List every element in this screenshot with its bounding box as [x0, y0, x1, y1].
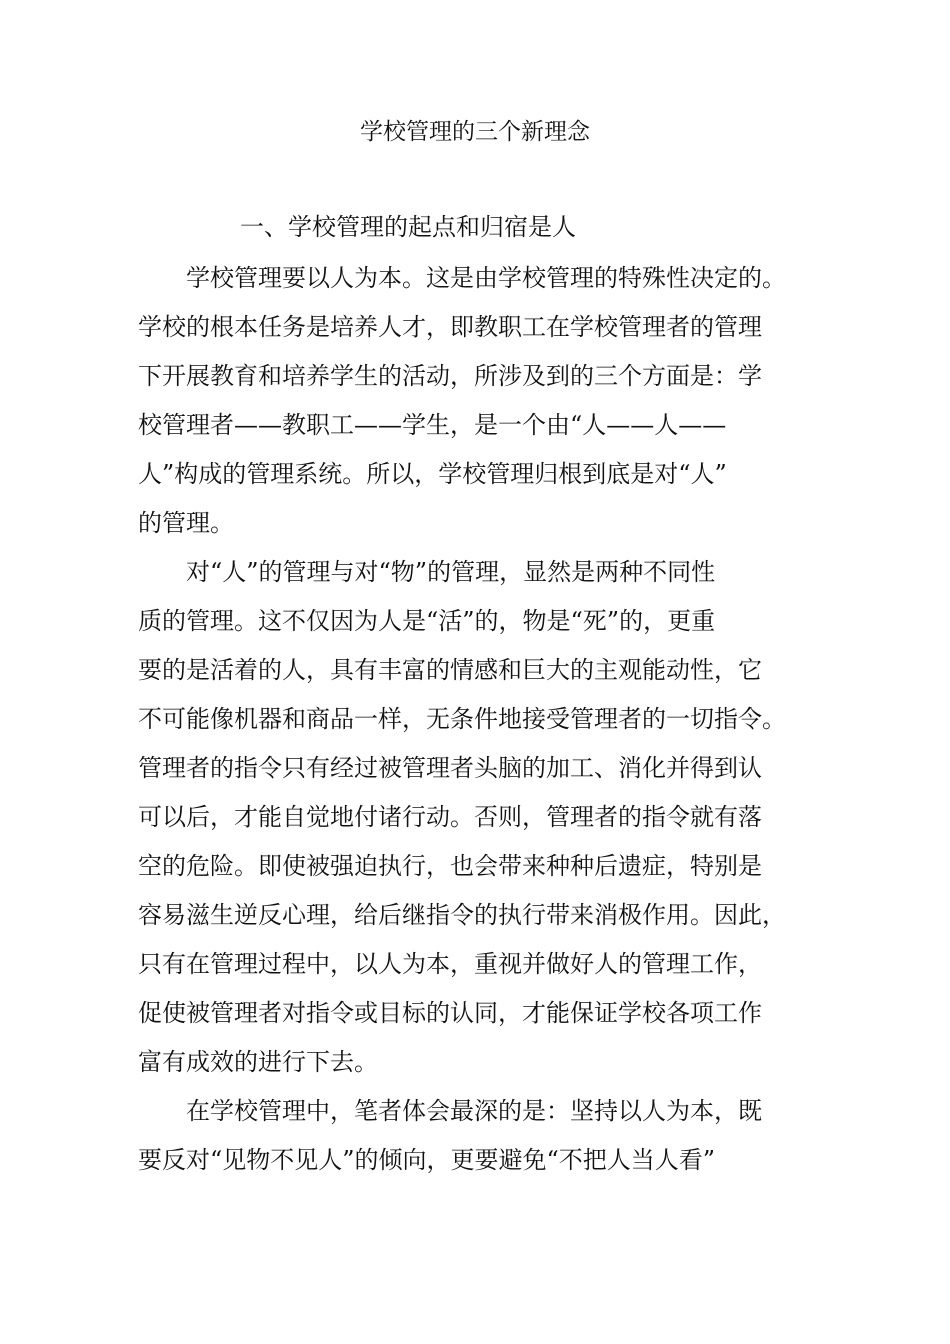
text-line: 校管理者——教职工——学生，是一个由“人——人——: [138, 411, 727, 439]
body-text: [138, 262, 786, 1193]
text-line: 要反对“见物不见人”的倾向，更要避免“不把人当人看”: [138, 1146, 716, 1174]
text-line: 下开展教育和培养学生的活动，所涉及到的三个方面是：学: [138, 362, 762, 390]
text-line: 可以后，才能自觉地付诸行动。否则，管理者的指令就有落: [138, 803, 762, 831]
text-line: 对“人”的管理与对“物”的管理，显然是两种不同性: [138, 558, 716, 586]
text-line: 容易滋生逆反心理，给后继指令的执行带来消极作用。因此，: [138, 901, 786, 929]
text-line: 质的管理。这不仅因为人是“活”的，物是“死”的，更重: [138, 607, 716, 635]
text-line: 只有在管理过程中，以人为本，重视并做好人的管理工作，: [138, 950, 762, 978]
text-line: 富有成效的进行下去。: [138, 1048, 378, 1076]
text-line: 空的危险。即使被强迫执行，也会带来种种后遗症，特别是: [138, 852, 762, 880]
section-heading: 一、学校管理的起点和归宿是人: [240, 213, 576, 241]
text-line: 促使被管理者对指令或目标的认同，才能保证学校各项工作: [138, 999, 762, 1027]
text-line: 要的是活着的人，具有丰富的情感和巨大的主观能动性，它: [138, 656, 762, 684]
text-line: 在学校管理中，笔者体会最深的是：坚持以人为本，既: [138, 1097, 762, 1125]
text-line: 不可能像机器和商品一样，无条件地接受管理者的一切指令。: [138, 705, 786, 733]
text-line: 学校的根本任务是培养人才，即教职工在学校管理者的管理: [138, 313, 762, 341]
text-line: 人”构成的管理系统。所以，学校管理归根到底是对“人”: [138, 460, 727, 488]
text-line: 管理者的指令只有经过被管理者头脑的加工、消化并得到认: [138, 754, 762, 782]
document-title: 学校管理的三个新理念: [360, 119, 590, 145]
text-line: 学校管理要以人为本。这是由学校管理的特殊性决定的。: [138, 264, 786, 292]
text-line: 的管理。: [138, 509, 234, 537]
